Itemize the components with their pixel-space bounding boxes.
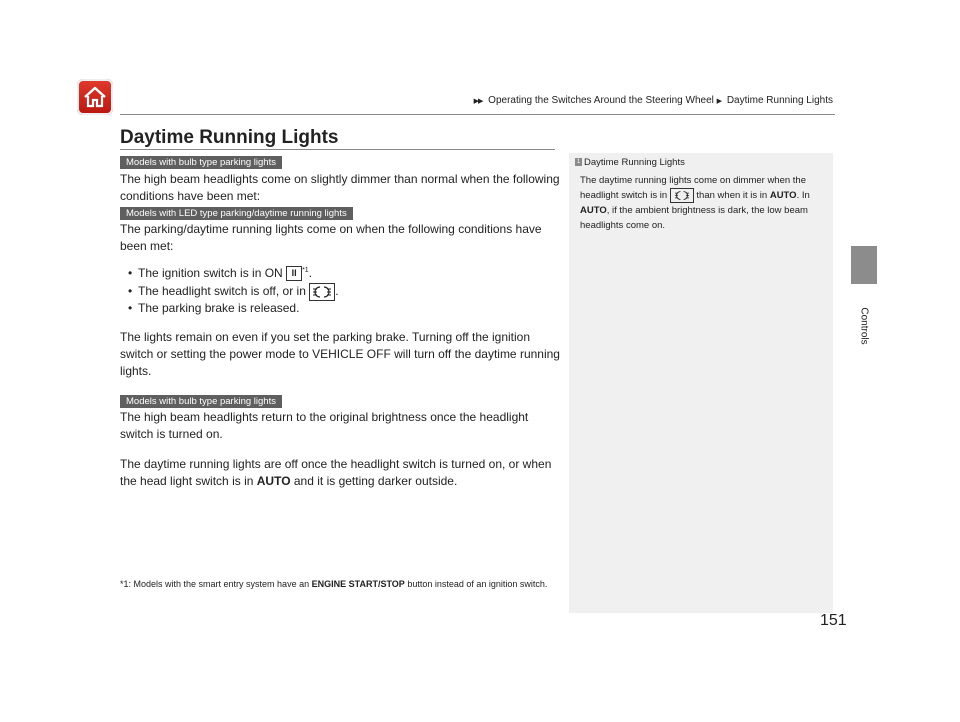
chapter-label: Controls [858, 307, 870, 345]
header-divider [120, 114, 835, 115]
chapter-tab[interactable] [851, 246, 877, 284]
model-tag-led: Models with LED type parking/daytime running lights [120, 207, 353, 220]
breadcrumb-arrows: ▶▶ [473, 98, 483, 105]
home-icon [82, 84, 108, 110]
page-title: Daytime Running Lights [120, 127, 339, 148]
paragraph-high-beam-return: The high beam headlights return to the original brightness once the headlight switch is turned on. [120, 410, 529, 441]
paragraph-lights-off: The daytime running lights are off once the headlight switch is turned on, or when the head light switch is in AUTO and it is getting darker outside. [120, 457, 552, 488]
paragraph-led-conditions: The parking/daytime running lights come on when the following conditions have been met: [120, 222, 542, 253]
model-tag-bulb: Models with bulb type parking lights [120, 156, 282, 169]
breadcrumb [443, 95, 833, 106]
footnote: *1: Models with the smart entry system have an ENGINE START/STOP button instead of an ignition switch. [120, 579, 548, 589]
paragraph-lights-remain-on: The lights remain on even if you set the parking brake. Turning off the ignition switch or setting the power mode to VEHICLE OFF will turn off the daytime running lights. [120, 330, 560, 378]
engine-start-stop-label: ENGINE START/STOP [311, 579, 405, 589]
auto-setting-label: AUTO [256, 474, 291, 488]
page-number: 151 [820, 612, 847, 629]
paragraph-bulb-conditions: The high beam headlights come on slightly dimmer than normal when the following conditions have been met: [120, 172, 560, 203]
ignition-on-key-icon: II [286, 266, 302, 281]
breadcrumb-separator: ▶ [716, 98, 722, 105]
sidebar-text: The daytime running lights come on dimmer when the headlight switch is in than when it is in AUTO. In AUTO, if the ambient brightness is dark, the low beam headlights come on. [580, 175, 810, 232]
bullet-ignition: • The ignition switch is in ON II $^{*1}$. [128, 266, 313, 280]
bullet-parking-brake: • The parking brake is released. [128, 301, 300, 315]
model-tag-bulb-2: Models with bulb type parking lights [120, 395, 282, 408]
auto-label: AUTO [769, 190, 797, 202]
parking-light-icon [670, 188, 694, 203]
title-divider [120, 149, 555, 150]
reference-number-icon: 1 [576, 159, 581, 166]
parking-light-icon [309, 283, 335, 301]
bullet-headlight: • The headlight switch is off, or in . [128, 283, 339, 301]
breadcrumb-section[interactable]: Operating the Switches Around the Steering Wheel [488, 95, 714, 106]
footnote-ref[interactable]: *1 [302, 267, 309, 274]
sidebar-title: 1 Daytime Running Lights [576, 157, 685, 168]
auto-label: AUTO [580, 205, 607, 217]
breadcrumb-page: Daytime Running Lights [726, 95, 833, 106]
home-button[interactable] [77, 79, 113, 115]
